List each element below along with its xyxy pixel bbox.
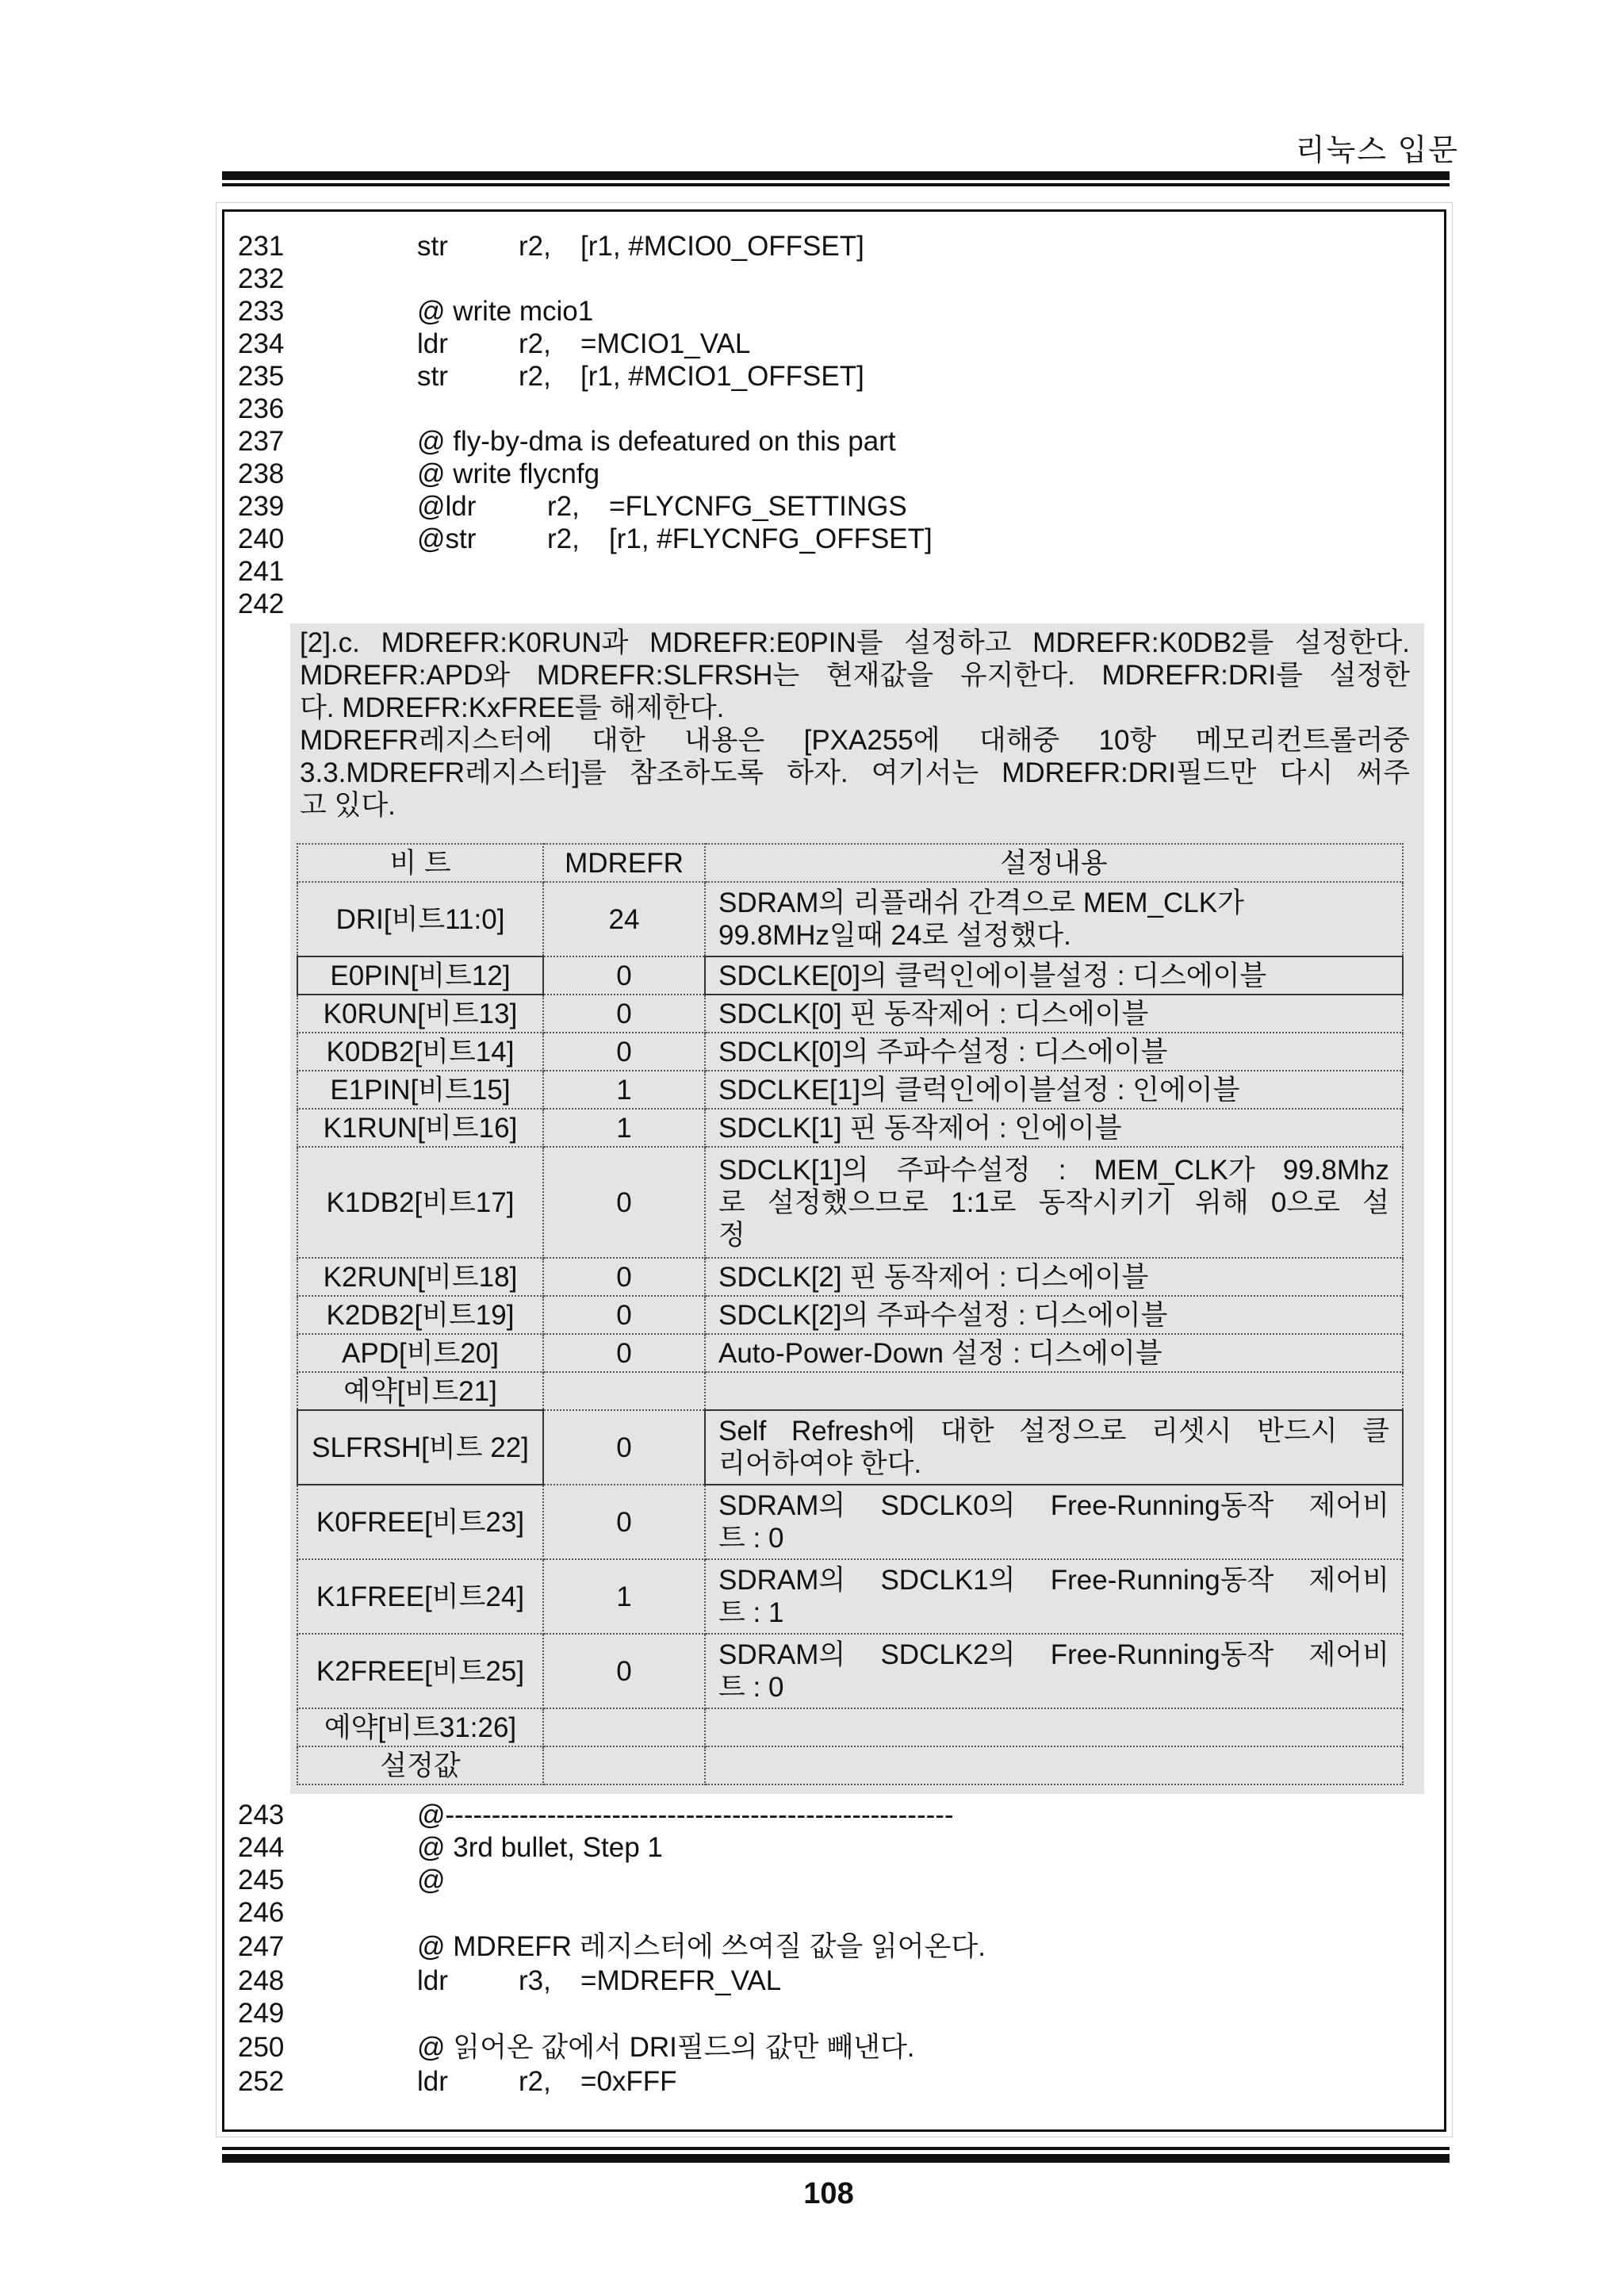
line-number: 235 — [238, 361, 285, 392]
line-number: 246 — [238, 1897, 285, 1928]
line-number: 231 — [238, 231, 285, 262]
table-row: K0FREE[비트23] 0 SDRAM의 SDCLK0의 Free-Running동작 제어비 트 : 0 — [297, 1485, 1403, 1559]
code-line: @ write mcio1 — [417, 296, 594, 327]
code-line: @str r2, [r1, #FLYCNFG_OFFSET] — [417, 523, 933, 554]
line-number: 237 — [238, 426, 285, 457]
line-number: 244 — [238, 1832, 285, 1863]
note-line: 고 있다. — [300, 790, 396, 821]
note-line: 다. MDREFR:KxFREE를 해제한다. — [300, 692, 725, 723]
header-title: 리눅스 입문 — [1295, 134, 1459, 167]
line-number: 240 — [238, 523, 285, 554]
table-row: K1RUN[비트16] 1 SDCLK[1] 핀 동작제어 : 인에이블 — [297, 1109, 1403, 1147]
code-line: @ — [417, 1865, 446, 1895]
table-row: APD[비트20] 0 Auto-Power-Down 설정 : 디스에이블 — [297, 1334, 1403, 1372]
line-number: 245 — [238, 1865, 285, 1895]
code-line: @ldr r2, =FLYCNFG_SETTINGS — [417, 491, 907, 522]
line-number: 239 — [238, 491, 285, 522]
line-number: 234 — [238, 328, 285, 359]
table-row: SLFRSH[비트 22] 0 Self Refresh에 대한 설정으로 리셋시 반드시 클 리어하여야 한다. — [297, 1410, 1403, 1485]
table-row: K0RUN[비트13] 0 SDCLK[0] 핀 동작제어 : 디스에이블 — [297, 995, 1403, 1033]
mdrefr-table — [297, 843, 1404, 1785]
page-number: 108 — [803, 2177, 854, 2210]
header-bit: 비 트 — [297, 844, 543, 882]
table-row: E1PIN[비트15] 1 SDCLKE[1]의 클럭인에이블설정 : 인에이블 — [297, 1071, 1403, 1109]
line-number: 248 — [238, 1965, 285, 1996]
code-line: @------------------------------------------------------- — [417, 1800, 954, 1830]
line-number: 232 — [238, 263, 285, 294]
line-number: 249 — [238, 1998, 285, 2029]
table-row: K1FREE[비트24] 1 SDRAM의 SDCLK1의 Free-Running동작 제어비 트 : 1 — [297, 1559, 1403, 1634]
code-line: @ write flycnfg — [417, 458, 600, 489]
table-row: K2FREE[비트25] 0 SDRAM의 SDCLK2의 Free-Running동작 제어비 트 : 0 — [297, 1634, 1403, 1708]
code-line: ldr r2, =0xFFF — [417, 2066, 677, 2097]
code-line: str r2, [r1, #MCIO0_OFFSET] — [417, 231, 864, 262]
line-number: 233 — [238, 296, 285, 327]
note-line: 3.3.MDREFR레지스터]를 참조하도록 하자. 여기서는 MDREFR:DRI필드만 다시 써주 — [300, 757, 1410, 788]
code-listing-top — [238, 230, 933, 653]
line-number: 236 — [238, 393, 285, 424]
table-header-row — [297, 844, 1403, 882]
footer-rule-thick — [222, 2154, 1450, 2163]
table-row: K1DB2[비트17] 0 SDCLK[1]의 주파수설정 : MEM_CLK가 99.8Mhz 로 설정했으므로 1:1로 동작시키기 위해 0으로 설 정 — [297, 1147, 1403, 1258]
table-row: K2DB2[비트19] 0 SDCLK[2]의 주파수설정 : 디스에이블 — [297, 1296, 1403, 1334]
header-mdrefr: MDREFR — [543, 844, 705, 882]
line-number: 242 — [238, 588, 285, 619]
note-text — [300, 627, 1410, 822]
header-rule-thin — [222, 183, 1450, 186]
line-number: 241 — [238, 556, 285, 587]
line-number: 247 — [238, 1931, 285, 1962]
code-line: @ MDREFR 레지스터에 쓰여질 값을 읽어온다. — [417, 1931, 986, 1962]
line-number: 238 — [238, 458, 285, 489]
code-line: @ 3rd bullet, Step 1 — [417, 1832, 663, 1863]
line-number: 243 — [238, 1800, 285, 1830]
line-number: 250 — [238, 2032, 285, 2063]
footer-rule-thin — [222, 2147, 1450, 2150]
table-row: E0PIN[비트12] 0 SDCLKE[0]의 클럭인에이블설정 : 디스에이블 — [297, 956, 1403, 995]
code-line: ldr r3, =MDREFR_VAL — [417, 1965, 782, 1996]
code-line: @ fly-by-dma is defeatured on this part — [417, 426, 896, 457]
table-row: 예약[비트21] — [297, 1372, 1403, 1410]
header-desc: 설정내용 — [705, 844, 1403, 882]
table-row: DRI[비트11:0] 24 SDRAM의 리플래쉬 간격으로 MEM_CLK가 99.8MHz일때 24로 설정했다. — [297, 882, 1403, 956]
table-row: 예약[비트31:26] — [297, 1708, 1403, 1746]
table-row: K0DB2[비트14] 0 SDCLK[0]의 주파수설정 : 디스에이블 — [297, 1033, 1403, 1071]
code-line: ldr r2, =MCIO1_VAL — [417, 328, 751, 359]
code-line: str r2, [r1, #MCIO1_OFFSET] — [417, 361, 864, 392]
table-row: 설정값 — [297, 1746, 1403, 1784]
code-line: @ 읽어온 값에서 DRI필드의 값만 빼낸다. — [417, 2032, 915, 2063]
note-line: [2].c. MDREFR:K0RUN과 MDREFR:E0PIN를 설정하고 MDREFR:K0DB2를 설정한다. — [300, 627, 1410, 658]
note-line: MDREFR:APD와 MDREFR:SLFRSH는 현재값을 유지한다. MDREFR:DRI를 설정한 — [300, 660, 1410, 691]
code-listing-bottom — [238, 1799, 986, 2124]
header-rule-thick — [222, 171, 1450, 180]
line-number: 252 — [238, 2066, 285, 2097]
note-line: MDREFR레지스터에 대한 내용은 [PXA255에 대해중 10항 메모리컨트롤러중 — [300, 725, 1410, 756]
table-row: K2RUN[비트18] 0 SDCLK[2] 핀 동작제어 : 디스에이블 — [297, 1258, 1403, 1296]
